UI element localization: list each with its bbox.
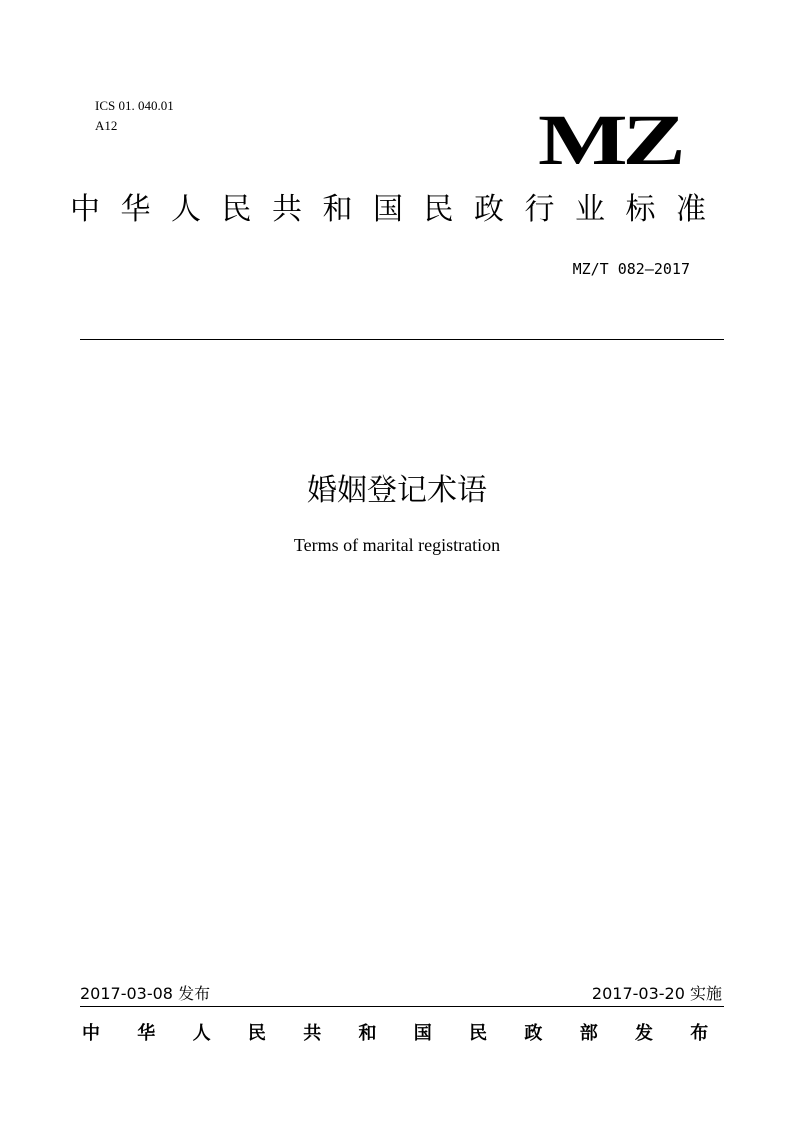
implementation-date: 2017-03-20 实施 <box>591 984 722 1003</box>
standard-category-title: 中华人民共和国民政行业标准 <box>70 192 727 227</box>
document-title-chinese: 婚姻登记术语 <box>307 473 487 508</box>
mz-logo: MZ <box>538 100 681 180</box>
ics-number: ICS 01. 040.01 <box>95 98 174 113</box>
classification-block <box>95 96 174 136</box>
header-divider <box>80 339 724 340</box>
ccs-number: A12 <box>95 118 118 133</box>
issue-date: 2017-03-08 发布 <box>80 984 211 1003</box>
issuing-authority: 中华人民共和国民政部发布 <box>82 1023 746 1044</box>
standard-code: MZ/T 082—2017 <box>572 260 690 278</box>
document-title-english: Terms of marital registration <box>293 535 501 555</box>
footer-divider <box>80 1006 724 1007</box>
